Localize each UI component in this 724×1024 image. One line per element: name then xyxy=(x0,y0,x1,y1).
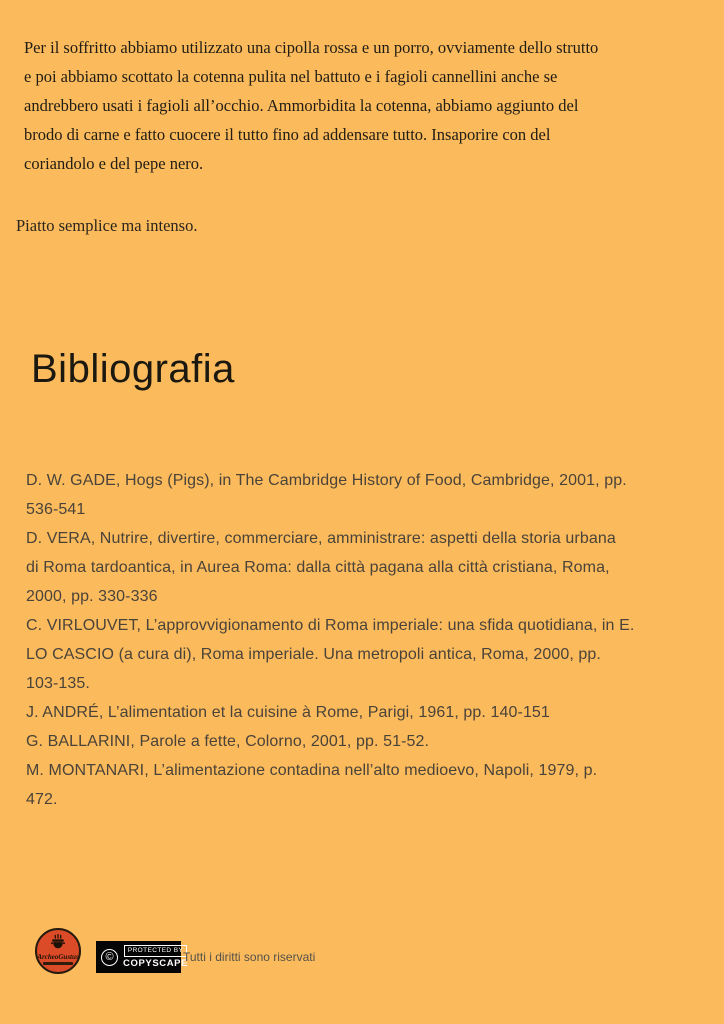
paragraph-line: andrebbero usati i fagioli all’occhio. Ammorbidita la cotenna, abbiamo aggiunto del xyxy=(24,96,579,115)
protected-by-label: PROTECTED BY xyxy=(124,945,187,957)
bibliography-list xyxy=(26,466,716,814)
paragraph-line: e poi abbiamo scottato la cotenna pulita nel battuto e i fagioli cannellini anche se xyxy=(24,67,558,86)
logo-banner-strip xyxy=(43,962,73,965)
paragraph-line: brodo di carne e fatto cuocere il tutto fino ad addensare tutto. Insaporire con del xyxy=(24,125,551,144)
copyright-icon: © xyxy=(101,949,118,966)
intro-paragraph xyxy=(24,33,714,178)
bibliography-entry xyxy=(26,524,716,611)
bibliography-line: LO CASCIO (a cura di), Roma imperiale. Una metropoli antica, Roma, 2000, pp. xyxy=(26,646,601,663)
bibliography-entry xyxy=(26,611,716,698)
bibliography-entry xyxy=(26,756,716,814)
tagline: Piatto semplice ma intenso. xyxy=(16,216,198,235)
bibliography-line: 2000, pp. 330-336 xyxy=(26,588,158,605)
copyscape-label: COPYSCAPE xyxy=(123,958,189,969)
cooking-pot-icon xyxy=(47,934,69,953)
bibliography-line: 536-541 xyxy=(26,501,86,518)
site-logo xyxy=(35,928,81,974)
bibliography-line: D. W. GADE, Hogs (Pigs), in The Cambridge History of Food, Cambridge, 2001, pp. xyxy=(26,472,627,489)
bibliography-heading: Bibliografia xyxy=(31,347,235,391)
logo-text: ArcheoGustus xyxy=(37,953,79,961)
bibliography-line: di Roma tardoantica, in Aurea Roma: dalla città pagana alla città cristiana, Roma, xyxy=(26,559,610,576)
bibliography-line: G. BALLARINI, Parole a fette, Colorno, 2001, pp. 51-52. xyxy=(26,733,430,750)
paragraph-line: coriandolo e del pepe nero. xyxy=(24,154,204,173)
paragraph-line: Per il soffritto abbiamo utilizzato una cipolla rossa e un porro, ovviamente dello strutto xyxy=(24,38,599,57)
rights-text: Tutti i diritti sono riservati xyxy=(183,950,316,964)
bibliography-line: 103-135. xyxy=(26,675,90,692)
bibliography-line: C. VIRLOUVET, L’approvvigionamento di Roma imperiale: una sfida quotidiana, in E. xyxy=(26,617,635,634)
bibliography-line: 472. xyxy=(26,791,58,808)
bibliography-entry xyxy=(26,466,716,524)
copyscape-labels xyxy=(123,945,188,969)
bibliography-line: J. ANDRÉ, L’alimentation et la cuisine à Rome, Parigi, 1961, pp. 140-151 xyxy=(26,704,550,721)
bibliography-entry xyxy=(26,698,716,727)
bibliography-line: M. MONTANARI, L’alimentazione contadina nell’alto medioevo, Napoli, 1979, p. xyxy=(26,762,598,779)
bibliography-entry xyxy=(26,727,716,756)
copyscape-badge[interactable] xyxy=(96,941,189,973)
bibliography-line: D. VERA, Nutrire, divertire, commerciare, amministrare: aspetti della storia urbana xyxy=(26,530,616,547)
